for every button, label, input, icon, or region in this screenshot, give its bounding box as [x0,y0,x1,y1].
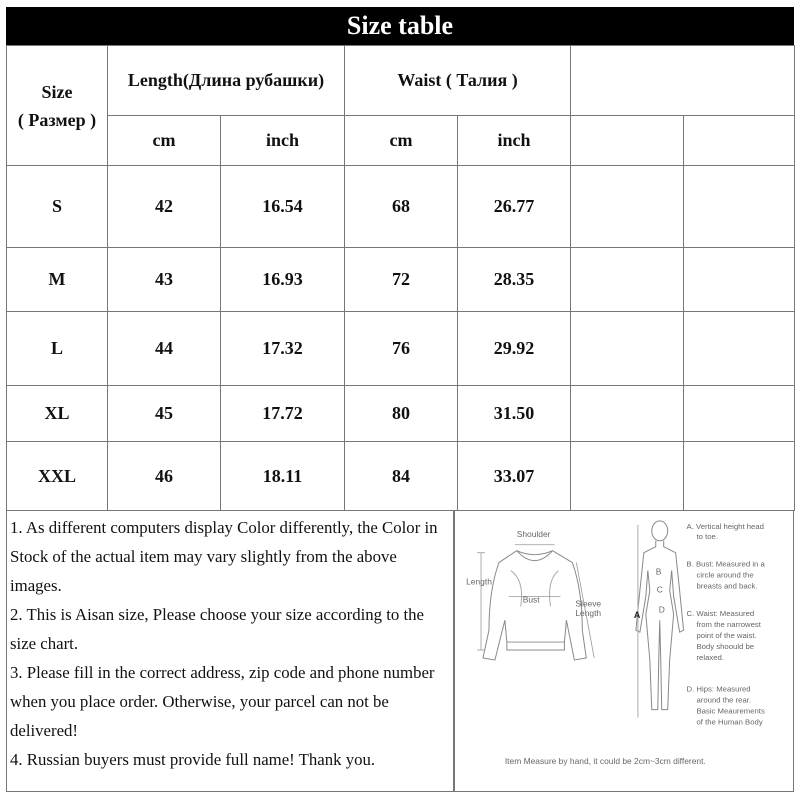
waist-cm-cell: 76 [345,312,458,386]
legend-a-line: A. Vertical height head [686,521,764,531]
waist-inch-cell: 26.77 [458,166,571,248]
marker-a: A [633,610,641,621]
waist-inch-cell: 33.07 [458,442,571,511]
legend-d-line: Basic Meaurements [696,706,765,716]
measurement-diagram [454,510,794,792]
length-header: Length(Длина рубашки) [108,46,345,116]
marker-d: D [658,604,665,615]
legend-b-line: breasts and back. [696,581,758,591]
waist-inch-cell: 28.35 [458,248,571,312]
size-cell: XL [7,386,108,442]
header-row [7,46,795,116]
length-cm-unit: cm [108,116,221,166]
empty-header-cell [571,46,795,116]
diagram-footer: Item Measure by hand, it could be 2cm~3cm different. [504,756,706,767]
waist-cm-cell: 84 [345,442,458,511]
legend-c-line: relaxed. [696,652,725,662]
empty-cell [571,386,684,442]
table-row [7,248,795,312]
unit-row [7,116,795,166]
notes-panel [6,510,454,792]
legend-c-line: point of the waist. [696,631,757,641]
waist-header: Waist ( Талия ) [345,46,571,116]
marker-b: B [655,566,662,577]
size-cell: M [7,248,108,312]
waist-cm-cell: 68 [345,166,458,248]
empty-cell [684,442,795,511]
length-label: Length [466,576,492,587]
length-inch-cell: 17.72 [221,386,345,442]
note-item: 2. This is Aisan size, Please choose your size according to the size chart. [10,605,424,653]
legend-d-line: D. Hips: Measured [686,684,751,694]
empty-cell [684,166,795,248]
length-inch-cell: 16.54 [221,166,345,248]
measurement-illustration [455,511,793,791]
page-title: Size table [6,7,794,45]
legend-b-line: circle around the [696,570,754,580]
waist-inch-cell: 31.50 [458,386,571,442]
empty-cell [571,248,684,312]
length-inch-cell: 18.11 [221,442,345,511]
empty-cell [571,166,684,248]
legend-c-line: C. Waist: Measured [686,609,755,619]
legend-d-line: of the Human Body [696,717,763,727]
waist-cm-cell: 72 [345,248,458,312]
length-inch-cell: 17.32 [221,312,345,386]
length-cm-cell: 45 [108,386,221,442]
empty-cell [684,386,795,442]
size-header-label: Size [41,81,73,102]
legend [687,522,766,727]
sleeve-label: Sleeve [575,598,602,609]
waist-cm-unit: cm [345,116,458,166]
note-item: 3. Please fill in the correct address, zip code and phone number when you place order. Otherwise, your parcel can not be delivered! [10,663,435,740]
legend-b-line: B. Bust: Measured in a [686,559,765,569]
marker-c: C [656,584,663,595]
length-cm-cell: 42 [108,166,221,248]
legend-a-line: to toe. [696,531,718,541]
size-cell: L [7,312,108,386]
size-cell: XXL [7,442,108,511]
waist-inch-unit: inch [458,116,571,166]
legend-c-line: from the narrowest [696,620,761,630]
empty-cell [684,312,795,386]
length-inch-unit: inch [221,116,345,166]
shoulder-label: Shoulder [516,528,551,539]
empty-unit-cell [571,116,684,166]
legend-c-line: Body shoould be [696,642,755,652]
sleeve-label-2: Length [575,608,602,619]
bust-label: Bust [522,594,540,605]
waist-cm-cell: 80 [345,386,458,442]
size-table [6,45,795,511]
note-item: 1. As different computers display Color differently, the Color in Stock of the actual item may vary slightly from the above images. [10,518,438,595]
human-figure-sketch [633,521,684,718]
length-cm-cell: 44 [108,312,221,386]
size-header-cell [7,46,108,166]
sweater-sketch [483,551,586,660]
legend-d-line: around the rear. [696,695,752,705]
length-cm-cell: 43 [108,248,221,312]
empty-cell [571,442,684,511]
table-row [7,386,795,442]
size-header-label-ru: ( Размер ) [17,109,97,130]
waist-inch-cell: 29.92 [458,312,571,386]
table-row [7,312,795,386]
length-inch-cell: 16.93 [221,248,345,312]
note-item: 4. Russian buyers must provide full name! Thank you. [10,750,376,769]
empty-cell [571,312,684,386]
empty-unit-cell [684,116,795,166]
size-cell: S [7,166,108,248]
table-row [7,442,795,511]
empty-cell [684,248,795,312]
table-row [7,166,795,248]
length-cm-cell: 46 [108,442,221,511]
